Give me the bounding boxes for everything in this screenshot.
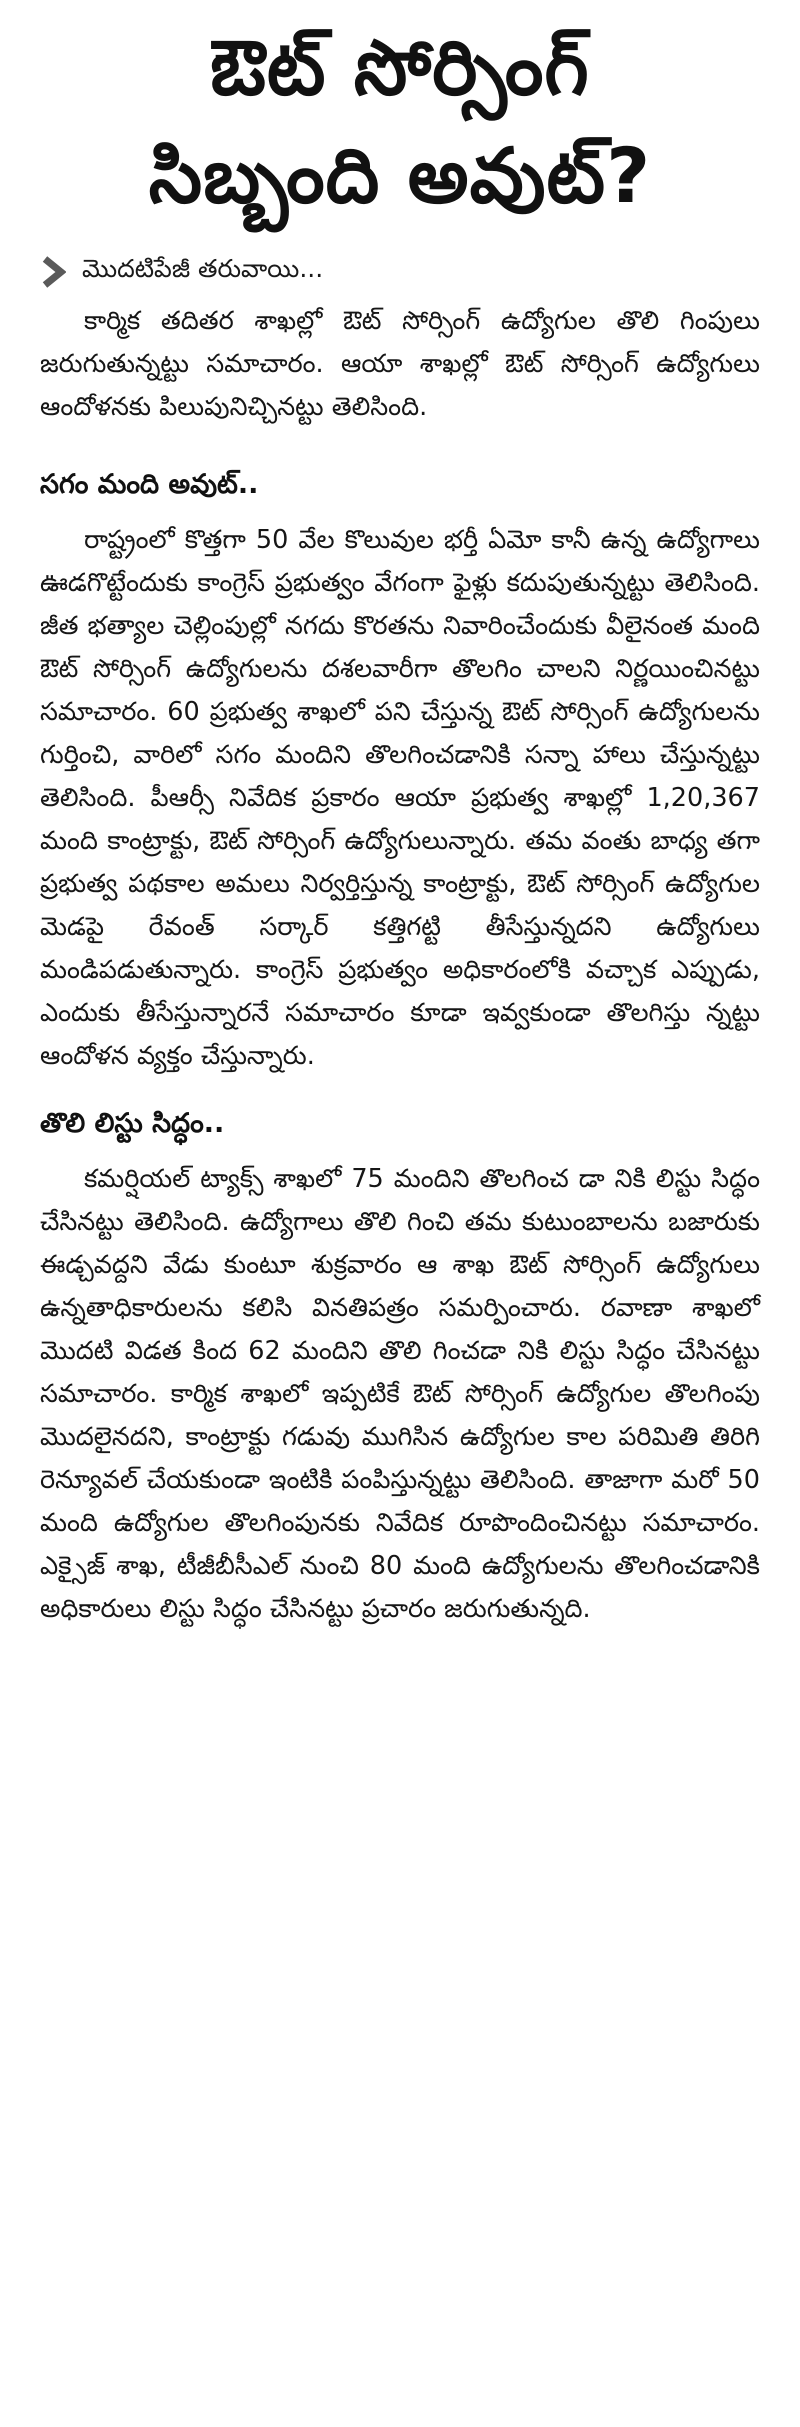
first-list-paragraph: కమర్షియల్ ట్యాక్స్ శాఖలో 75 మందిని తొలగించ డా నికి లిస్టు సిద్ధం చేసినట్టు తెలిసింది. ఉద్యోగాలు తొలి గించి తమ కుటుంబాలను బజారుకు ఈడ్చవద్దని వేడు కుంటూ శుక్రవారం ఆ శాఖ ఔట్ సోర్సింగ్ ఉద్యోగులు ఉన్నతాధికారులను కలిసి వినతిపత్రం సమర్పించారు. రవాణా శాఖలో మొదటి విడత కింద 62 మందిని తొలి గించడా నికి లిస్టు సిద్ధం చేసినట్టు సమాచారం. కార్మిక శాఖలో ఇప్పటికే ఔట్ సోర్సింగ్ ఉద్యోగుల తొలగింపు మొదలైనదని, కాంట్రాక్టు గడువు ముగిసిన ఉద్యోగుల కాల పరిమితి తిరిగి రెన్యూవల్ చేయకుండా ఇంటికి పంపిస్తున్నట్టు తెలిసింది. తాజాగా మరో 50 మంది ఉద్యోగుల తొలగింపునకు నివేదిక రూపొందించినట్టు సమాచారం. ఎక్సైజ్ శాఖ, టీజీబీసీఎల్ నుంచి 80 మంది ఉద్యోగులను తొలగించడానికి అధికారులు లిస్టు సిద్ధం చేసినట్టు ప్రచారం జరుగుతున్నది. — [40, 1164, 760, 1624]
subhead-half-out: సగం మంది అవుట్.. — [40, 469, 259, 500]
headline-line-2: సిబ్బంది అవుట్? — [148, 131, 652, 220]
continuation-marker — [40, 252, 760, 292]
chevron-right-icon — [40, 256, 66, 288]
half-out-paragraph: రాష్ట్రంలో కొత్తగా 50 వేల కొలువుల భర్తీ ఏమో కానీ ఉన్న ఉద్యోగాలు ఊడగొట్టేందుకు కాంగ్రెస్ ప్రభుత్వం వేగంగా ఫైళ్లు కదుపుతున్నట్టు తెలిసింది. జీత భత్యాల చెల్లింపుల్లో నగదు కొరతను నివారించేందుకు వీలైనంత మంది ఔట్ సోర్సింగ్ ఉద్యోగులను దశలవారీగా తొలగిం చాలని నిర్ణయించినట్టు సమాచారం. 60 ప్రభుత్వ శాఖలో పని చేస్తున్న ఔట్ సోర్సింగ్ ఉద్యోగులను గుర్తించి, వారిలో సగం మందిని తొలగించడానికి సన్నా హాలు చేస్తున్నట్టు తెలిసింది. పీఆర్సీ నివేదిక ప్రకారం ఆయా ప్రభుత్వ శాఖల్లో 1,20,367 మంది కాంట్రాక్టు, ఔట్ సోర్సింగ్ ఉద్యోగులున్నారు. తమ వంతు బాధ్య తగా ప్రభుత్వ పథకాల అమలు నిర్వర్తిస్తున్న కాంట్రాక్టు, ఔట్ సోర్సింగ్ ఉద్యోగుల మెడపై రేవంత్ సర్కార్ కత్తిగట్టి తీసేస్తున్నదని ఉద్యోగులు మండిపడుతున్నారు. కాంగ్రెస్ ప్రభుత్వం అధికారంలోకి వచ్చాక ఎప్పుడు, ఎందుకు తీసేస్తున్నారనే సమాచారం కూడా ఇవ్వకుండా తొలగిస్తు న్నట్టు ఆందోళన వ్యక్తం చేస్తున్నారు. — [40, 525, 760, 1071]
subhead-first-list: తొలి లిస్టు సిద్ధం.. — [40, 1108, 225, 1139]
news-article — [40, 0, 760, 2427]
headline-line-1: ఔట్ సోర్సింగ్ — [210, 23, 590, 112]
headline — [40, 0, 760, 230]
continuation-text: మొదటిపేజీ తరువాయి... — [82, 254, 324, 283]
intro-paragraph: కార్మిక తదితర శాఖల్లో ఔట్ సోర్సింగ్ ఉద్యోగుల తొలి గింపులు జరుగుతున్నట్టు సమాచారం. ఆయా శాఖల్లో ఔట్ సోర్సింగ్ ఉద్యోగులు ఆందోళనకు పిలుపునిచ్చినట్టు తెలిసింది. — [40, 306, 760, 422]
